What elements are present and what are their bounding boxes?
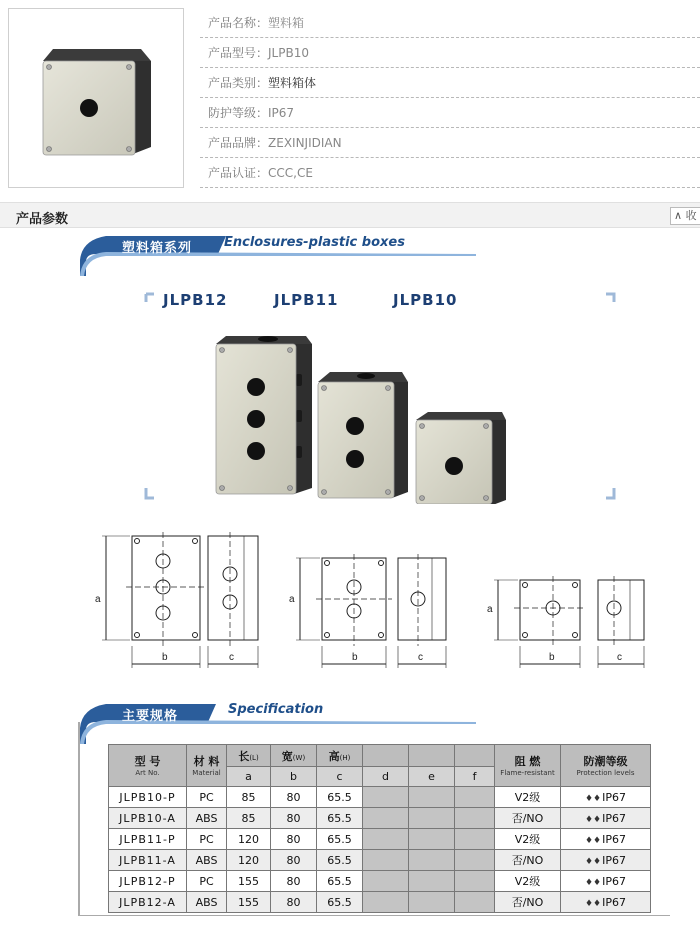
water-drop-icon: ♦♦	[584, 814, 602, 825]
subheader-a: a	[227, 767, 271, 787]
subheader-c: c	[317, 767, 363, 787]
header-protection: 防潮等级 Protection levels	[561, 745, 651, 787]
model-label-jlpb10: JLPB10	[393, 291, 458, 309]
enclosure-series-photo	[140, 292, 620, 504]
header-blank	[409, 745, 455, 767]
product-info-list	[200, 8, 700, 188]
info-value: IP67	[268, 105, 295, 120]
drawing-jlpb11	[296, 554, 446, 668]
dimension-drawings	[90, 528, 670, 678]
section-title: 产品参数	[16, 212, 69, 227]
dim-label-c: c	[418, 652, 423, 663]
collapse-label: 收	[685, 209, 697, 222]
info-value: JLPB10	[268, 45, 309, 60]
product-thumbnail[interactable]	[8, 8, 184, 188]
header-blank	[363, 745, 409, 767]
info-value: 塑料箱体	[268, 76, 317, 90]
collapse-button[interactable]	[670, 207, 700, 225]
water-drop-icon: ♦♦	[584, 835, 602, 846]
box-jlpb11	[318, 372, 408, 498]
box-jlpb10	[416, 412, 506, 504]
table-row: JLPB11-A ABS 120 80 65.5 否/NO ♦♦IP67	[109, 850, 651, 871]
header-blank	[455, 745, 495, 767]
model-label-jlpb11: JLPB11	[274, 291, 339, 309]
table-row: JLPB12-A ABS 155 80 65.5 否/NO ♦♦IP67	[109, 892, 651, 913]
info-label: 产品名称：	[208, 16, 269, 30]
water-drop-icon: ♦♦	[584, 793, 602, 804]
model-label-jlpb12: JLPB12	[163, 291, 228, 309]
subheader-f: f	[455, 767, 495, 787]
chevron-up-icon: ∧	[674, 209, 683, 222]
banner-title-cn: 塑料箱系列	[122, 241, 193, 256]
table-row: JLPB11-P PC 120 80 65.5 V2级 ♦♦IP67	[109, 829, 651, 850]
dim-label-a: a	[487, 604, 493, 615]
drawing-jlpb12	[102, 532, 258, 668]
info-row-name	[200, 8, 700, 38]
header-length: 长(L)	[227, 745, 271, 767]
section-header	[0, 202, 700, 228]
banner-title-en: Specification	[228, 702, 324, 717]
table-row: JLPB10-A ABS 85 80 65.5 否/NO ♦♦IP67	[109, 808, 651, 829]
header-model: 型 号 Art No.	[109, 745, 187, 787]
info-label: 产品型号：	[208, 46, 269, 60]
plastic-box-image	[9, 9, 185, 189]
dim-label-b: b	[162, 652, 168, 663]
water-drop-icon: ♦♦	[584, 856, 602, 867]
info-label: 产品认证：	[208, 166, 269, 180]
subheader-d: d	[363, 767, 409, 787]
info-value: ZEXINJIDIAN	[268, 135, 342, 150]
dim-label-c: c	[617, 652, 622, 663]
info-row-certification	[200, 158, 700, 188]
banner-title-cn: 主要规格	[122, 709, 179, 724]
spec-table	[108, 744, 651, 913]
water-drop-icon: ♦♦	[584, 898, 602, 909]
dim-label-c: c	[229, 652, 234, 663]
water-drop-icon: ♦♦	[584, 877, 602, 888]
frame-line	[78, 722, 80, 916]
info-label: 产品品牌：	[208, 136, 269, 150]
info-label: 产品类别：	[208, 76, 269, 90]
banner-title-en: Enclosures-plastic boxes	[224, 235, 405, 250]
dim-label-b: b	[352, 652, 358, 663]
info-row-model	[200, 38, 700, 68]
table-row: JLPB10-P PC 85 80 65.5 V2级 ♦♦IP67	[109, 787, 651, 808]
dim-label-b: b	[549, 652, 555, 663]
info-row-brand	[200, 128, 700, 158]
dim-label-a: a	[289, 594, 295, 605]
info-value: 塑料箱	[268, 16, 305, 30]
spec-banner	[76, 700, 496, 744]
table-row: JLPB12-P PC 155 80 65.5 V2级 ♦♦IP67	[109, 871, 651, 892]
info-row-category	[200, 68, 700, 98]
subheader-b: b	[271, 767, 317, 787]
info-label: 防护等级：	[208, 106, 269, 120]
header-material: 材 料 Material	[187, 745, 227, 787]
header-flame: 阻 燃 Flame-resistant	[495, 745, 561, 787]
info-value: CCC,CE	[268, 165, 313, 180]
header-height: 高(H)	[317, 745, 363, 767]
series-banner	[76, 232, 496, 276]
subheader-e: e	[409, 767, 455, 787]
frame-line	[78, 915, 670, 916]
dim-label-a: a	[95, 594, 101, 605]
info-row-protection	[200, 98, 700, 128]
box-jlpb12	[216, 336, 312, 494]
header-width: 宽(W)	[271, 745, 317, 767]
